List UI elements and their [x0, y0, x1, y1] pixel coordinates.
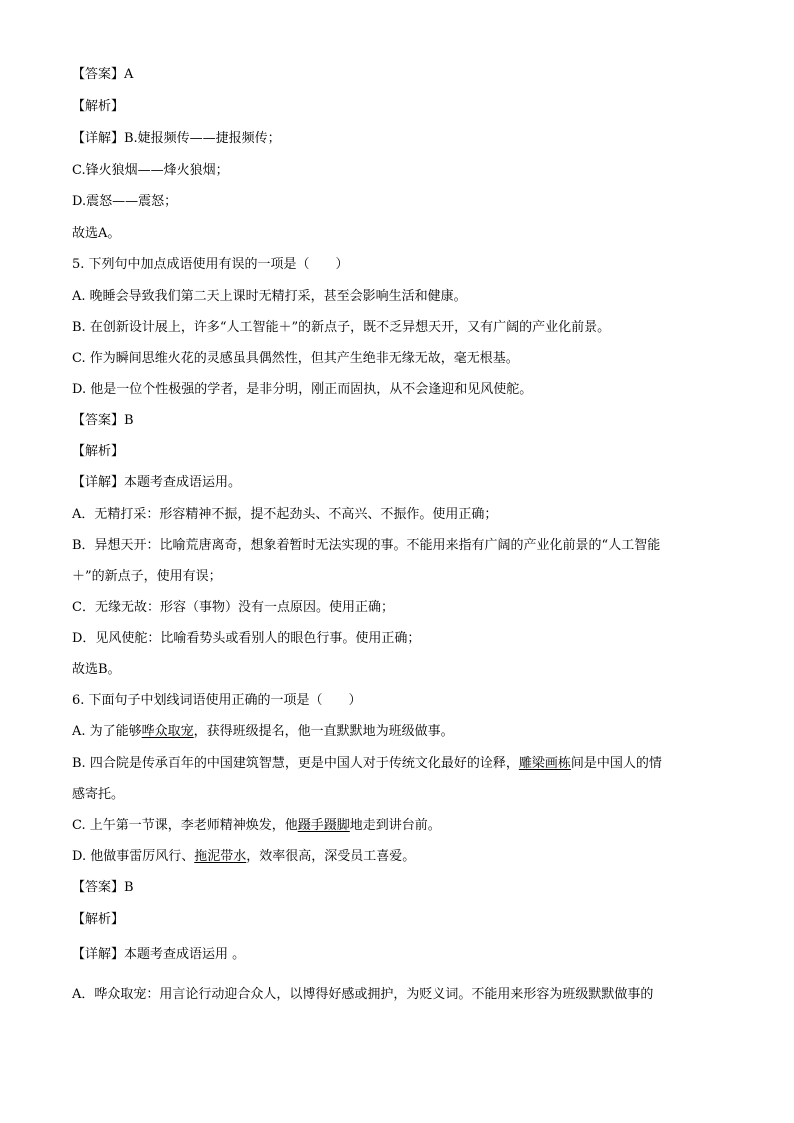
q6-option-a-suffix: ，获得班级提名，他一直默默地为班级做事。 — [193, 724, 454, 739]
q6-option-d — [72, 848, 415, 866]
q6-answer: 【答案】B — [72, 880, 134, 895]
q6-option-a-underlined: 哗众取宠 — [141, 724, 194, 739]
q5-answer: 【答案】B — [72, 413, 134, 428]
q6-option-c-suffix: 地走到讲台前。 — [349, 818, 441, 833]
q4-answer: 【答案】A — [72, 67, 134, 82]
q5-analysis-heading: 【解析】 — [72, 444, 125, 459]
q6-stem: 6. 下面句子中划线词语使用正确的一项是（ ） — [72, 693, 362, 708]
q5-explain-b-line1: B．异想天开：比喻荒唐离奇，想象着暂时无法实现的事。不能用来指有广阔的产业化前景的“人工智能 — [72, 538, 661, 553]
q6-explain-a: A．哗众取宠：用言论行动迎合众人，以博得好感或拥护，为贬义词。不能用来形容为班级默默做事的 — [72, 987, 654, 1002]
q5-explain-b-line2: ＋”的新点子，使用有误； — [72, 569, 222, 584]
q5-option-b: B. 在创新设计展上，许多“人工智能＋”的新点子，既不乏异想天开，又有广阔的产业化前景。 — [72, 320, 611, 335]
q5-option-c: C. 作为瞬间思维火花的灵感虽具偶然性，但其产生绝非无缘无故，毫无根基。 — [72, 351, 519, 366]
q6-option-b-line2: 感寄托。 — [72, 787, 125, 802]
q5-explain-c: C．无缘无故：形容（事物）没有一点原因。使用正确； — [72, 600, 394, 615]
q6-option-c — [72, 817, 441, 835]
q4-analysis-heading: 【解析】 — [72, 99, 125, 114]
q6-option-b-underlined: 雕梁画栋 — [518, 756, 571, 771]
q6-option-c-underlined: 蹑手蹑脚 — [297, 818, 350, 833]
q5-explain-a: A．无精打采：形容精神不振，提不起劲头、不高兴、不振作。使用正确； — [72, 507, 498, 522]
q6-option-d-suffix: ，效率很高，深受员工喜爱。 — [246, 849, 416, 864]
q6-analysis-heading: 【解析】 — [72, 912, 125, 927]
q4-detail-c: C.锋火狼烟——烽火狼烟； — [72, 163, 229, 178]
q6-detail: 【详解】本题考查成语运用 。 — [72, 947, 246, 962]
q6-option-c-prefix: C. 上午第一节课，李老师精神焕发，他 — [72, 818, 298, 833]
q4-conclusion: 故选A。 — [72, 226, 121, 241]
q6-option-b-prefix: B. 四合院是传承百年的中国建筑智慧，更是中国人对于传统文化最好的诠释， — [72, 756, 519, 771]
q6-option-b — [72, 755, 662, 773]
q6-option-a-prefix: A. 为了能够 — [72, 724, 142, 739]
q5-detail: 【详解】本题考查成语运用。 — [72, 475, 242, 490]
q6-option-a — [72, 723, 454, 741]
q5-stem: 5. 下列句中加点成语使用有误的一项是（ ） — [72, 257, 349, 272]
q6-option-d-underlined: 拖泥带水 — [194, 849, 247, 864]
q5-explain-d: D．见风使舵：比喻看势头或看别人的眼色行事。使用正确； — [72, 631, 421, 646]
q5-conclusion: 故选B。 — [72, 662, 121, 677]
q6-option-b-suffix: 间是中国人的情 — [570, 756, 662, 771]
q4-detail-d: D.震怒——震怒； — [72, 194, 178, 209]
q4-detail: 【详解】B.婕报频传——捷报频传； — [72, 131, 281, 146]
q6-option-d-prefix: D. 他做事雷厉风行、 — [72, 849, 195, 864]
q5-option-a: A. 晚睡会导致我们第二天上课时无精打采，甚至会影响生活和健康。 — [72, 289, 467, 304]
q5-option-d: D. 他是一位个性极强的学者，是非分明，刚正而固执，从不会逢迎和见风使舵。 — [72, 382, 533, 397]
